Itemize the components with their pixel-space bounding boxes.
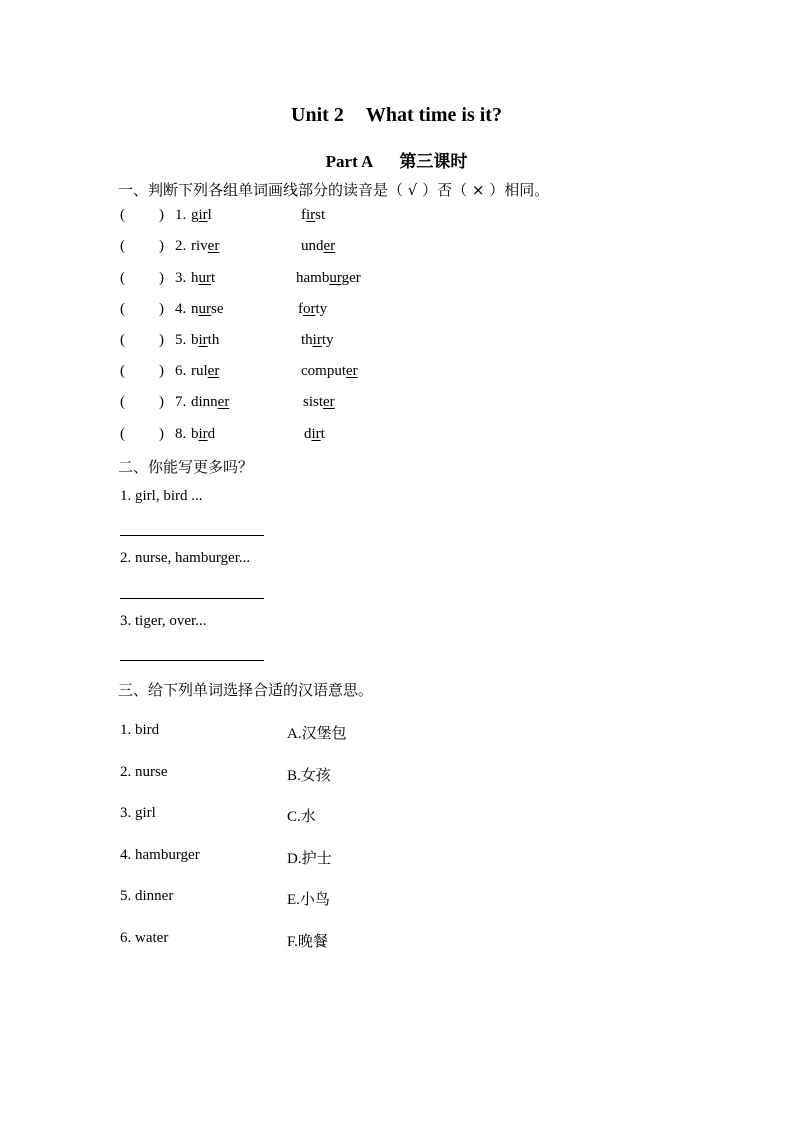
word-a: girl <box>191 207 212 223</box>
word-b: under <box>301 238 336 254</box>
page-subtitle <box>0 147 793 172</box>
item-number: 6. <box>175 363 187 379</box>
match-option: E.小鸟 <box>287 890 330 908</box>
match-option: D.护士 <box>287 849 332 867</box>
match-option: A.汉堡包 <box>287 724 347 742</box>
item-number: 2. <box>175 238 187 254</box>
underlined-letters: or <box>303 301 316 317</box>
word-a: birth <box>191 332 220 348</box>
underlined-letters: ir <box>198 332 208 348</box>
answer-blank[interactable]: ( ) <box>120 270 164 286</box>
page-title <box>0 104 793 127</box>
section3-heading: 三、给下列单词选择合适的汉语意思。 <box>118 681 374 699</box>
underlined-letters: er <box>217 394 230 410</box>
answer-blank[interactable]: ( ) <box>120 363 164 379</box>
match-word: 3. girl <box>120 805 156 821</box>
match-word: 2. nurse <box>120 764 168 780</box>
unit-topic: What time is it? <box>365 104 502 126</box>
underlined-letters: ir <box>198 426 208 442</box>
match-word: 1. bird <box>120 722 160 738</box>
word-a: nurse <box>191 301 224 317</box>
part-label: Part A <box>325 152 374 171</box>
underlined-letters: ur <box>198 270 211 286</box>
word-b: computer <box>301 363 358 379</box>
section2-item-3: 3. tiger, over... <box>120 613 207 629</box>
item-number: 1. <box>175 207 187 223</box>
item-number: 3. <box>175 270 187 286</box>
underlined-letters: er <box>323 238 336 254</box>
underlined-letters: ur <box>329 270 342 286</box>
answer-blank[interactable]: ( ) <box>120 332 164 348</box>
word-b: hamburger <box>296 270 361 286</box>
word-b: forty <box>298 301 328 317</box>
section2-item-1: 1. girl, bird ... <box>120 488 203 504</box>
match-word: 6. water <box>120 930 169 946</box>
match-word: 4. hamburger <box>120 847 200 863</box>
word-b: thirty <box>301 332 334 348</box>
answer-line-2[interactable] <box>120 598 264 599</box>
word-b: dirt <box>304 426 325 442</box>
underlined-letters: er <box>207 238 220 254</box>
match-option: C.水 <box>287 807 316 825</box>
section2-heading: 二、你能写更多吗？ <box>118 458 254 476</box>
underlined-letters: er <box>346 363 358 379</box>
underlined-letters: ir <box>311 426 321 442</box>
match-option: B.女孩 <box>287 766 331 784</box>
word-a: bird <box>191 426 216 442</box>
underlined-letters: ir <box>198 207 208 223</box>
answer-blank[interactable]: ( ) <box>120 426 164 442</box>
answer-line-1[interactable] <box>120 535 264 536</box>
underlined-letters: ur <box>198 301 211 317</box>
word-b: sister <box>303 394 335 410</box>
word-a: hurt <box>191 270 216 286</box>
word-b: first <box>301 207 326 223</box>
match-option: F.晚餐 <box>287 932 328 950</box>
answer-blank[interactable]: ( ) <box>120 394 164 410</box>
underlined-letters: ir <box>306 207 316 223</box>
lesson-label: 第三课时 <box>399 152 468 172</box>
underlined-letters: er <box>323 394 335 410</box>
unit-label: Unit 2 <box>291 104 344 126</box>
item-number: 4. <box>175 301 187 317</box>
match-word: 5. dinner <box>120 888 174 904</box>
answer-blank[interactable]: ( ) <box>120 238 164 254</box>
answer-blank[interactable]: ( ) <box>120 301 164 317</box>
answer-line-3[interactable] <box>120 660 264 661</box>
word-a: river <box>191 238 220 254</box>
item-number: 8. <box>175 426 187 442</box>
section2-item-2: 2. nurse, hamburger... <box>120 550 251 566</box>
item-number: 5. <box>175 332 187 348</box>
underlined-letters: ir <box>312 332 322 348</box>
section1-heading: 一、判断下列各组单词画线部分的读音是（ √ ）否（ × ）相同。 <box>118 181 550 199</box>
answer-blank[interactable]: ( ) <box>120 207 164 223</box>
word-a: dinner <box>191 394 230 410</box>
underlined-letters: er <box>207 363 220 379</box>
word-a: ruler <box>191 363 220 379</box>
item-number: 7. <box>175 394 187 410</box>
